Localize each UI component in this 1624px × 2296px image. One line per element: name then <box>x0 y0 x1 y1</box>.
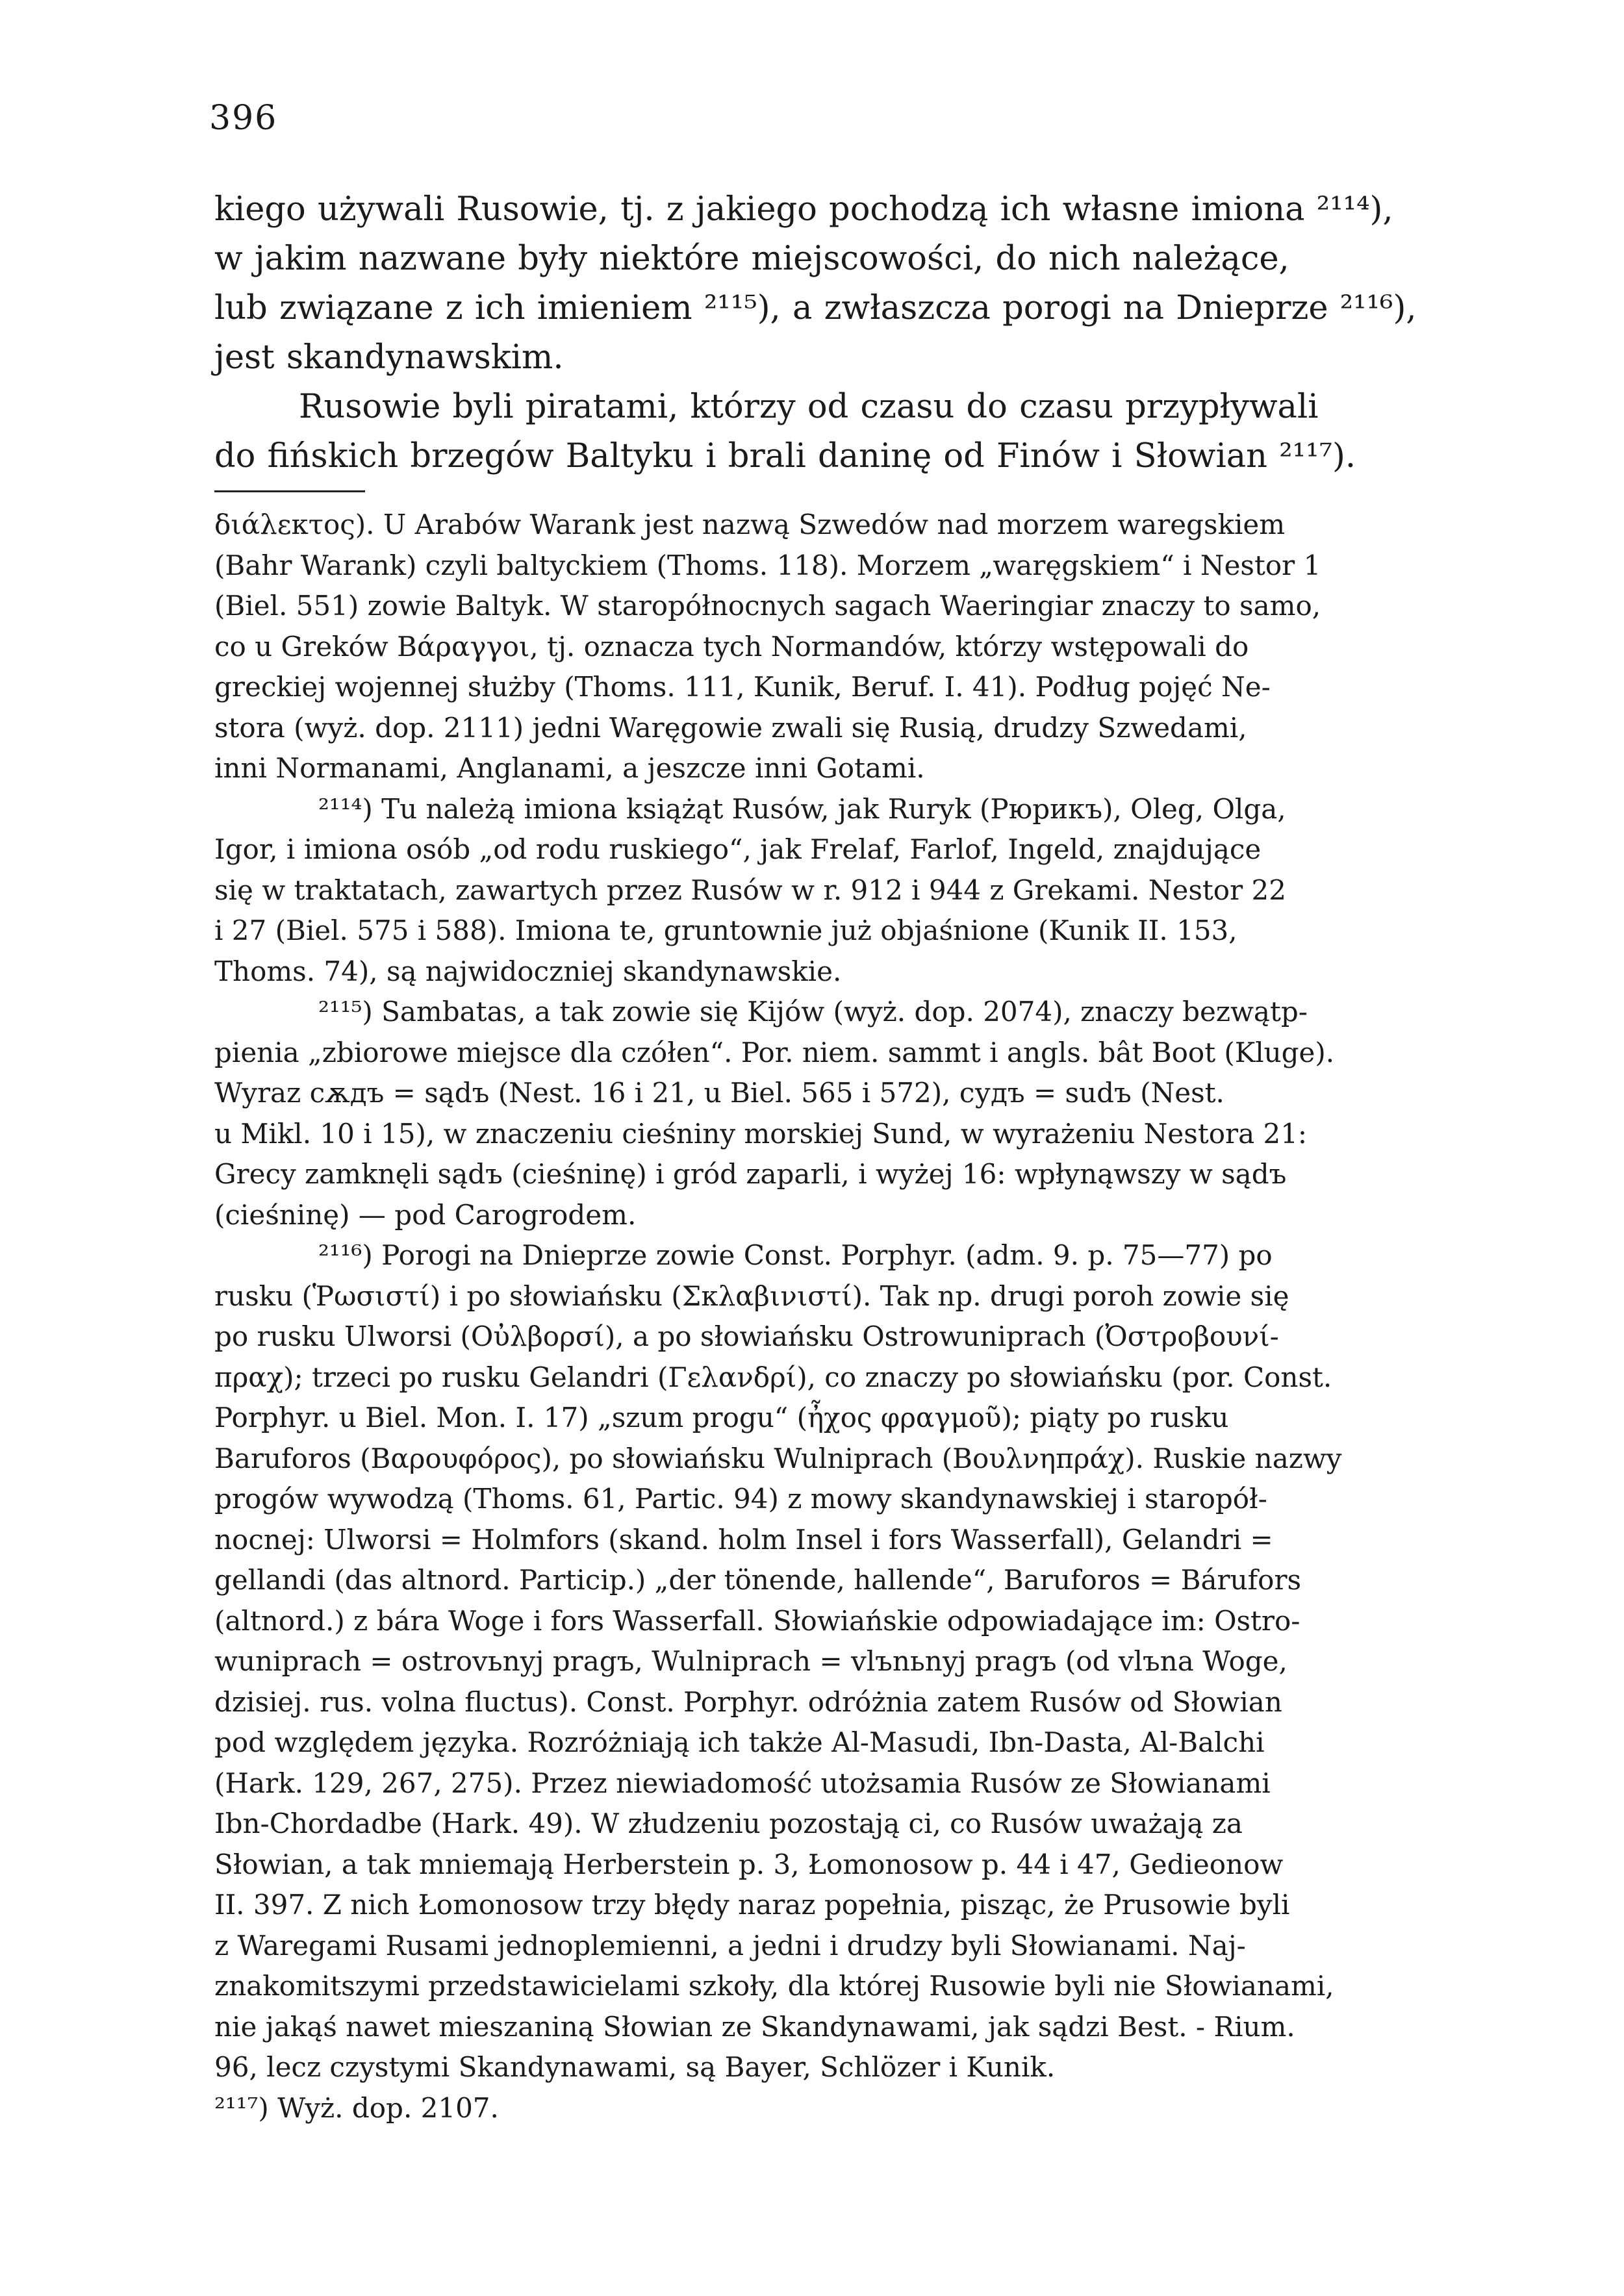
footnote-line: (cieśninę) — pod Carogrodem. <box>214 1198 637 1231</box>
footnote-line: się w traktatach, zawartych przez Rusów w r. 912 i 944 z Grekami. Nestor 22 <box>214 874 1286 906</box>
main-text <box>214 185 1501 481</box>
main-text-line: do fińskich brzegów Baltyku i brali daninę od Finów i Słowian ²¹¹⁷). <box>214 437 1356 475</box>
footnote-line: Słowian, a tak mniemają Herberstein p. 3, Łomonosow p. 44 i 47, Gedieonow <box>214 1848 1284 1880</box>
main-text-line: w jakim nazwane były niektóre miejscowości, do nich należące, <box>214 240 1289 278</box>
footnote-line: progów wywodzą (Thoms. 61, Partic. 94) z mowy skandynawskiej i staropół- <box>214 1483 1267 1515</box>
footnote-separator <box>214 490 365 492</box>
footnote-line: stora (wyż. dop. 2111) jedni Waręgowie zwali się Rusią, drudzy Szwedami, <box>214 711 1247 744</box>
footnote-line: πραχ); trzeci po rusku Gelandri (Γελανδρί), co znaczy po słowiańsku (por. Const. <box>214 1361 1332 1393</box>
footnote-line: Thoms. 74), są najwidoczniej skandynawskie. <box>214 955 842 987</box>
footnote-line: ²¹¹⁴) Tu należą imiona książąt Rusów, jak Ruryk (Рюрикъ), Oleg, Olga, <box>318 792 1286 825</box>
footnote-line: nocnej: Ulworsi = Holmfors (skand. holm Insel i fors Wasserfall), Gelandri = <box>214 1523 1273 1556</box>
footnote-line: Porphyr. u Biel. Mon. I. 17) „szum progu“ (ἦχος φραγμοῦ); piąty po rusku <box>214 1402 1229 1433</box>
footnote-line: gellandi (das altnord. Particip.) „der tönende, hallende“, Baruforos = Bárufors <box>214 1564 1302 1596</box>
footnote-line: διάλεκτος). U Arabów Warank jest nazwą Szwedów nad morzem waregskiem <box>214 509 1286 540</box>
footnote-line: inni Normanami, Anglanami, a jeszcze inni Gotami. <box>214 752 925 784</box>
footnote-line: ²¹¹⁶) Porogi na Dnieprze zowie Const. Porphyr. (adm. 9. p. 75—77) po <box>318 1239 1273 1271</box>
footnote-line: po rusku Ulworsi (Οὐλβορσί), a po słowiańsku Ostrowuniprach (Ὀστροβουνί- <box>214 1320 1279 1352</box>
footnote-line: Baruforos (Βαρουφόρος), po słowiańsku Wulniprach (Βουλνηπράχ). Ruskie nazwy <box>214 1442 1342 1474</box>
main-text-line: Rusowie byli piratami, którzy od czasu do czasu przypływali <box>299 388 1319 426</box>
page-number: 396 <box>209 99 278 138</box>
main-text-line: lub związane z ich imieniem ²¹¹⁵), a zwłaszcza porogi na Dnieprze ²¹¹⁶), <box>214 289 1417 327</box>
footnote-line: II. 397. Z nich Łomonosow trzy błędy naraz popełnia, pisząc, że Prusowie byli <box>214 1889 1290 1921</box>
main-text-line: jest skandynawskim. <box>214 338 564 377</box>
footnote-line: greckiej wojennej służby (Thoms. 111, Kunik, Beruf. I. 41). Podług pojęć Ne- <box>214 671 1271 703</box>
footnote-line: i 27 (Biel. 575 i 588). Imiona te, gruntownie już objaśnione (Kunik II. 153, <box>214 915 1237 946</box>
footnote-line: rusku (Ῥωσιστί) i po słowiańsku (Σκλαβινιστί). Tak np. drugi poroh zowie się <box>214 1280 1289 1312</box>
footnote-line: nie jakąś nawet mieszaniną Słowian ze Skandynawami, jak sądzi Best. - Rium. <box>214 2010 1295 2043</box>
footnote-line: dzisiej. rus. volna fluctus). Const. Porphyr. odróżnia zatem Rusów od Słowian <box>214 1685 1282 1718</box>
footnote-line: (Bahr Warank) czyli baltyckiem (Thoms. 118). Morzem „waręgskiem“ i Nestor 1 <box>214 549 1321 581</box>
footnote-line: Igor, i imiona osób „od rodu ruskiego“, jak Frelaf, Farlof, Ingeld, znajdujące <box>214 833 1262 865</box>
footnote-line: (altnord.) z bára Woge i fors Wasserfall. Słowiańskie odpowiadające im: Ostro- <box>214 1604 1300 1637</box>
footnote-line: Wyraz сѫдъ = sądъ (Nest. 16 i 21, u Biel. 565 i 572), судъ = sudъ (Nest. <box>214 1077 1224 1109</box>
footnote-line: 96, lecz czystymi Skandynawami, są Bayer, Schlözer i Kunik. <box>214 2051 1056 2083</box>
footnote-line: Ibn-Chordadbe (Hark. 49). W złudzeniu pozostają ci, co Rusów uważają za <box>214 1808 1243 1839</box>
footnote-line: u Mikl. 10 i 15), w znaczeniu cieśniny morskiej Sund, w wyrażeniu Nestora 21: <box>214 1117 1308 1150</box>
footnote-line: pod względem języka. Rozróżniają ich także Al-Masudi, Ibn-Dasta, Al-Balchi <box>214 1726 1265 1758</box>
footnote-line: Grecy zamknęli sądъ (cieśninę) i gród zaparli, i wyżej 16: wpłynąwszy w sądъ <box>214 1158 1287 1190</box>
footnote-line: pienia „zbiorowe miejsce dla czółen“. Por. niem. sammt i angls. bât Boot (Kluge). <box>214 1036 1335 1068</box>
footnote-line: ²¹¹⁵) Sambatas, a tak zowie się Kijów (wyż. dop. 2074), znaczy bezwątp- <box>318 996 1308 1028</box>
footnote-line: (Biel. 551) zowie Baltyk. W staropółnocnych sagach Waeringiar znaczy to samo, <box>214 590 1321 622</box>
footnote-line: (Hark. 129, 267, 275). Przez niewiadomość utożsamia Rusów ze Słowianami <box>214 1767 1271 1799</box>
footnotes <box>214 505 1507 2128</box>
footnote-line: z Waregami Rusami jednoplemienni, a jedni i drudzy byli Słowianami. Naj- <box>214 1929 1246 1962</box>
footnote-line: ²¹¹⁷) Wyż. dop. 2107. <box>214 2091 499 2124</box>
footnote-line: wuniprach = ostrovьnyj pragъ, Wulniprach = vlъnьnyj pragъ (od vlъna Woge, <box>214 1645 1288 1677</box>
footnote-line: co u Greków Βάραγγοι, tj. oznacza tych Normandów, którzy wstępowali do <box>214 630 1249 662</box>
main-text-line: kiego używali Rusowie, tj. z jakiego pochodzą ich własne imiona ²¹¹⁴), <box>214 190 1393 229</box>
footnote-line: znakomitszymi przedstawicielami szkoły, dla której Rusowie byli nie Słowianami, <box>214 1970 1334 2002</box>
